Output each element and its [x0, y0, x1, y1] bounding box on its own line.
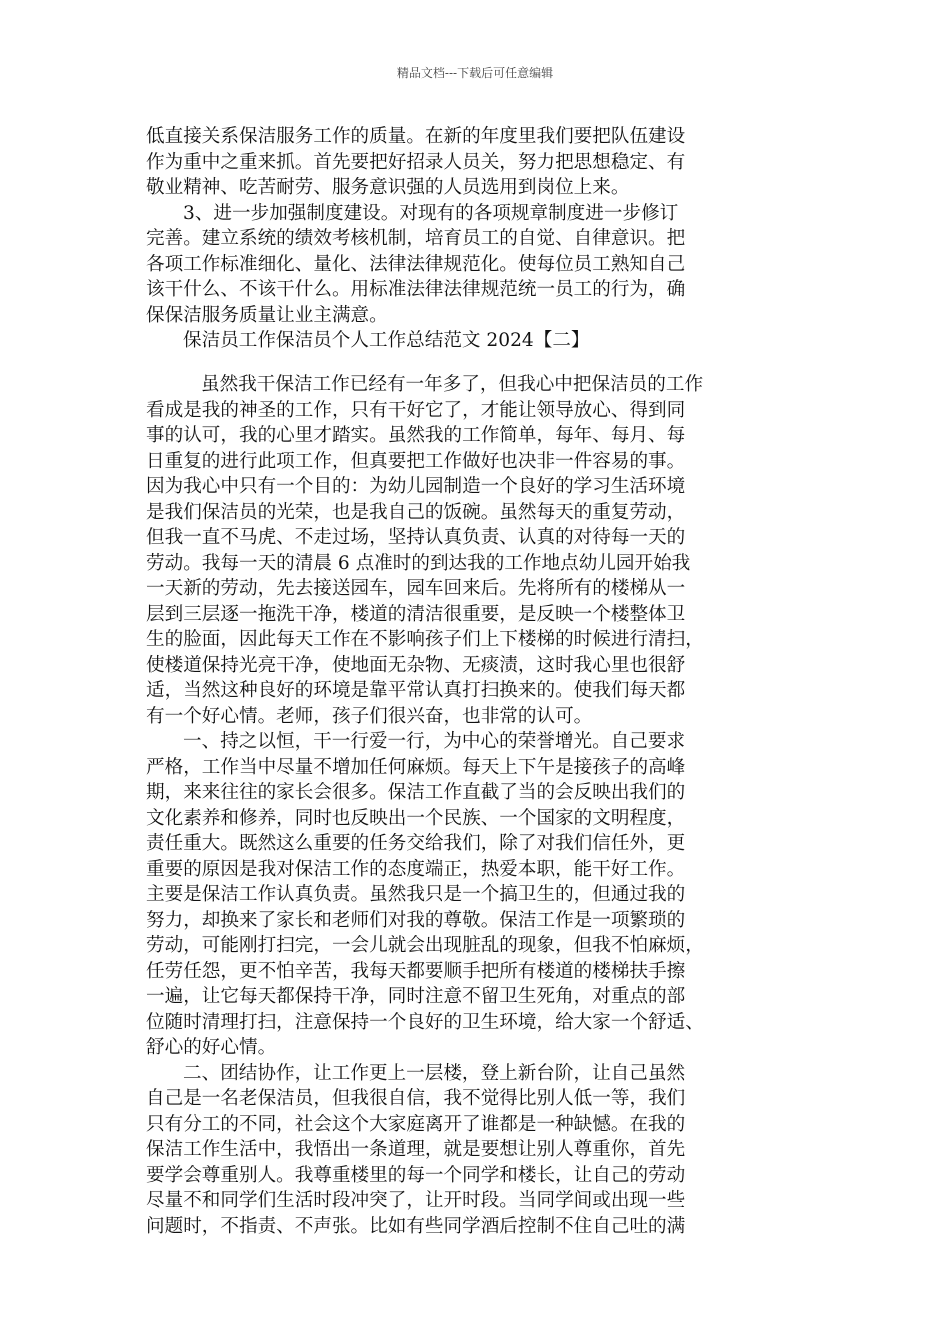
- text-line: 二、团结协作，让工作更上一层楼，登上新台阶，让自己虽然: [183, 1062, 686, 1084]
- text-line: 是我们保洁员的光荣，也是我自己的饭碗。虽然每天的重复劳动，: [146, 501, 686, 523]
- text-line: 3、进一步加强制度建设。对现有的各项规章制度进一步修订: [183, 202, 679, 224]
- text-line: 文化素养和修养，同时也反映出一个民族、一个国家的文明程度，: [146, 807, 686, 829]
- text-line: 层到三层逐一拖洗干净，楼道的清洁很重要，是反映一个楼整体卫: [146, 603, 686, 625]
- text-line: 严格，工作当中尽量不增加任何麻烦。每天上下午是接孩子的高峰: [146, 756, 686, 778]
- text-line: 一、持之以恒，干一行爱一行，为中心的荣誉增光。自己要求: [183, 731, 686, 752]
- text-line: 敬业精神、吃苦耐劳、服务意识强的人员选用到岗位上来。: [146, 177, 630, 198]
- section-heading: 保洁员工作保洁员个人工作总结范文 2024【二】: [183, 330, 590, 351]
- text-line: 尽量不和同学们生活时段冲突了，让开时段。当同学间或出现一些: [146, 1190, 686, 1211]
- text-line: 自己是一名老保洁员，但我很自信，我不觉得比别人低一等，我们: [146, 1088, 686, 1109]
- text-line: 生的脸面，因此每天工作在不影响孩子们上下楼梯的时候进行清扫，: [146, 629, 704, 650]
- page-header: 精品文档---下载后可任意编辑: [396, 66, 554, 80]
- text-line: 各项工作标准细化、量化、法律法律规范化。使每位员工熟知自己: [146, 253, 686, 275]
- text-line: 适，当然这种良好的环境是靠平常认真打扫换来的。使我们每天都: [146, 680, 686, 701]
- text-line: 作为重中之重来抓。首先要把好招录人员关，努力把思想稳定、有: [146, 151, 686, 173]
- text-line: 劳动。我每一天的清晨 6 点准时的到达我的工作地点幼儿园开始我: [146, 552, 691, 574]
- text-line: 一天新的劳动，先去接送园车，园车回来后。先将所有的楼梯从一: [146, 578, 686, 599]
- text-line: 但我一直不马虎、不走过场，坚持认真负责、认真的对待每一天的: [146, 527, 686, 548]
- text-line: 有一个好心情。老师，孩子们很兴奋，也非常的认可。: [146, 705, 593, 727]
- text-line: 该干什么、不该干什么。用标准法律法律规范统一员工的行为，确: [146, 279, 686, 300]
- text-line: 主要是保洁工作认真负责。虽然我只是一个搞卫生的，但通过我的: [146, 884, 686, 905]
- text-line: 期，来来往往的家长会很多。保洁工作直截了当的会反映出我们的: [146, 782, 686, 803]
- text-line: 低直接关系保洁服务工作的质量。在新的年度里我们要把队伍建设: [146, 126, 686, 147]
- text-block-1: [146, 124, 806, 354]
- text-line: 虽然我干保洁工作已经有一年多了，但我心中把保洁员的工作: [201, 374, 704, 395]
- text-line: 完善。建立系统的绩效考核机制，培育员工的自觉、自律意识。把: [146, 228, 686, 249]
- text-line: 重要的原因是我对保洁工作的态度端正，热爱本职，能干好工作。: [146, 858, 686, 880]
- text-line: 因为我心中只有一个目的：为幼儿园制造一个良好的学习生活环境: [146, 476, 686, 497]
- text-line: 一遍，让它每天都保持干净，同时注意不留卫生死角，对重点的部: [146, 986, 686, 1007]
- text-line: 使楼道保持光亮干净，使地面无杂物、无痰渍，这时我心里也很舒: [146, 654, 686, 676]
- text-line: 责任重大。既然这么重要的任务交给我们，除了对我们信任外，更: [146, 833, 686, 854]
- text-line: 舒心的好心情。: [146, 1037, 277, 1058]
- text-line: 事的认可，我的心里才踏实。虽然我的工作简单，每年、每月、每: [146, 425, 686, 446]
- text-line: 要学会尊重别人。我尊重楼里的每一个同学和楼长，让自己的劳动: [146, 1164, 686, 1186]
- text-line: 位随时清理打扫，注意保持一个良好的卫生环境，给大家一个舒适、: [146, 1011, 704, 1033]
- text-line: 问题时，不指责、不声张。比如有些同学酒后控制不住自己吐的满: [146, 1215, 686, 1237]
- text-line: 任劳任怨，更不怕辛苦，我每天都要顺手把所有楼道的楼梯扶手擦: [146, 960, 686, 982]
- text-line: 劳动，可能刚打扫完，一会儿就会出现脏乱的现象，但我不怕麻烦，: [146, 935, 704, 956]
- text-line: 看成是我的神圣的工作，只有干好它了，才能让领导放心、得到同: [146, 399, 686, 421]
- text-line: 保保洁服务质量让业主满意。: [146, 304, 388, 326]
- text-line: 努力，却换来了家长和老师们对我的尊敬。保洁工作是一项繁琐的: [146, 909, 686, 931]
- text-line: 日重复的进行此项工作，但真要把工作做好也决非一件容易的事。: [146, 450, 686, 472]
- text-line: 只有分工的不同，社会这个大家庭离开了谁都是一种缺憾。在我的: [146, 1113, 686, 1135]
- text-line: 保洁工作生活中，我悟出一条道理，就是要想让别人尊重你，首先: [146, 1139, 686, 1160]
- text-block-2: [146, 372, 806, 1239]
